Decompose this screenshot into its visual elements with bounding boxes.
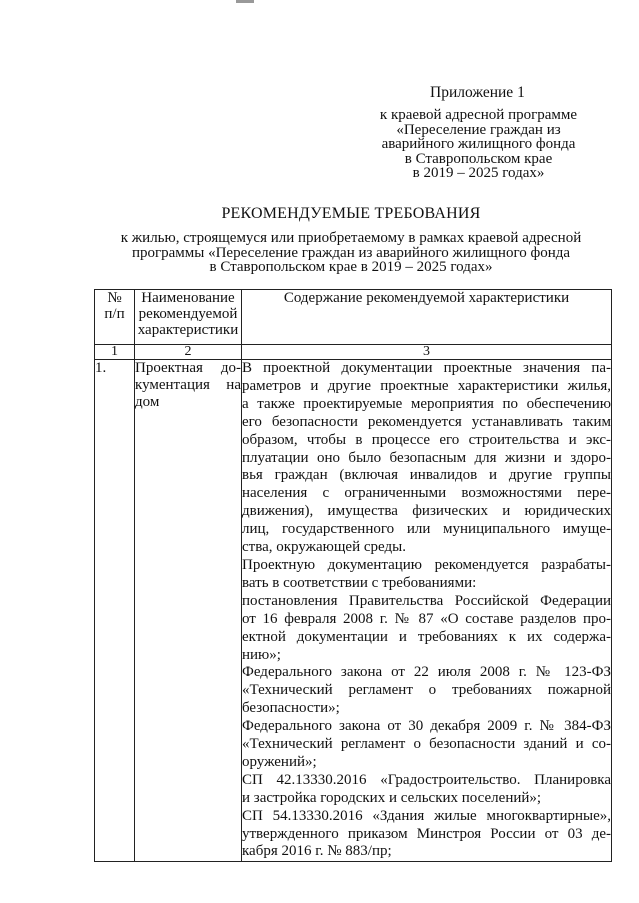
header-name-line: рекомендуемой: [138, 306, 238, 322]
row-name-line: дом: [135, 394, 160, 410]
appendix-subtitle-line: «Переселение граждан из: [396, 121, 561, 138]
column-number: 1: [95, 345, 135, 360]
content-line: нию»;: [242, 646, 281, 663]
content-line: лиц, государственного или муниципального имуще-: [242, 521, 611, 538]
requirements-table: [94, 289, 612, 862]
row-name-line: кументация на: [135, 377, 241, 393]
content-line: В проектной документации проектные значения па-: [242, 360, 611, 376]
column-number: 3: [242, 345, 612, 360]
column-number-row: [95, 345, 612, 360]
content-line: ектной документации и требованиях к их содержа-: [242, 628, 611, 645]
header-name: [135, 290, 242, 345]
content-line: оружений»;: [242, 753, 317, 770]
content-line: кабря 2016 г. № 883/пр;: [242, 843, 392, 860]
row-name: [135, 360, 242, 862]
appendix-subtitle-line: аварийного жилищного фонда: [381, 136, 576, 153]
row-number: 1.: [95, 360, 135, 862]
content-line: постановления Правительства Российской Федерации: [242, 592, 611, 609]
content-line: «Технический регламент о безопасности зданий и со-: [242, 736, 611, 753]
content-line: ства, окружающей среды.: [242, 539, 406, 556]
document-subheading-line: программы «Переселение граждан из аварийного жилищного фонда: [131, 244, 571, 261]
header-content: Содержание рекомендуемой характеристики: [242, 290, 612, 345]
content-line: СП 54.13330.2016 «Здания жилые многоквартирные»,: [242, 807, 611, 824]
content-line: от 16 февраля 2008 г. № 87 «О составе разделов про-: [242, 610, 611, 627]
content-line: Федерального закона от 22 июля 2008 г. № 123-ФЗ: [242, 664, 611, 681]
content-line: «Технический регламент о требованиях пожарной: [242, 682, 611, 699]
content-line: движения), имущества физических и юридических: [242, 503, 611, 520]
header-num-line: №: [107, 290, 122, 306]
content-line: безопасности»;: [242, 700, 340, 717]
document-subheading: [0, 231, 639, 275]
header-name-line: характеристики: [137, 322, 239, 338]
appendix-subtitle-line: к краевой адресной программе: [379, 107, 578, 123]
document-heading: РЕКОМЕНДУЕМЫЕ ТРЕБОВАНИЯ: [221, 205, 481, 222]
content-line: населения с ограниченными возможностями пере-: [242, 485, 611, 502]
content-line: образом, чтобы в процессе его строительства и экс-: [242, 431, 611, 448]
content-line: Федерального закона от 30 декабря 2009 г. № 384-ФЗ: [242, 718, 611, 735]
header-num-line: п/п: [104, 306, 125, 322]
column-number: 2: [135, 345, 242, 360]
content-line: Проектную документацию рекомендуется разрабаты-: [242, 556, 611, 573]
header-name-line: Наименование: [141, 290, 235, 306]
content-line: вать в соответствии с требованиями:: [242, 574, 477, 591]
appendix-subtitle-line: в 2019 – 2025 годах»: [412, 165, 545, 182]
row-name-line: Проектная до-: [135, 360, 241, 376]
document-subheading-line: в Ставропольском крае в 2019 – 2025 годах»: [209, 259, 493, 275]
content-line: его безопасности рекомендуется устанавливать таким: [242, 413, 611, 430]
table-header-row: [95, 290, 612, 345]
row-content: [242, 360, 612, 862]
table-row: [95, 360, 612, 862]
content-line: и застройка городских и сельских поселений»;: [242, 789, 542, 806]
header-num: [95, 290, 135, 345]
content-line: а также проектируемые мероприятия по обеспечению: [242, 395, 611, 412]
content-line: плуатации оно было безопасным для жизни и здоро-: [242, 449, 611, 466]
document-subheading-line: к жилью, строящемуся или приобретаемому в рамках краевой адресной: [120, 230, 582, 246]
content-line: СП 42.13330.2016 «Градостроительство. Планировка: [242, 771, 611, 788]
appendix-title: Приложение 1: [430, 84, 525, 101]
content-line: утвержденного приказом Минстроя России от 03 де-: [242, 825, 611, 842]
appendix-subtitle: [366, 108, 591, 181]
scan-mark: [236, 0, 254, 3]
appendix-subtitle-line: в Ставропольском крае: [404, 150, 553, 167]
content-line: раметров и другие проектные характеристики жилья,: [242, 377, 611, 394]
content-line: вья граждан (включая инвалидов и другие группы: [242, 467, 611, 484]
